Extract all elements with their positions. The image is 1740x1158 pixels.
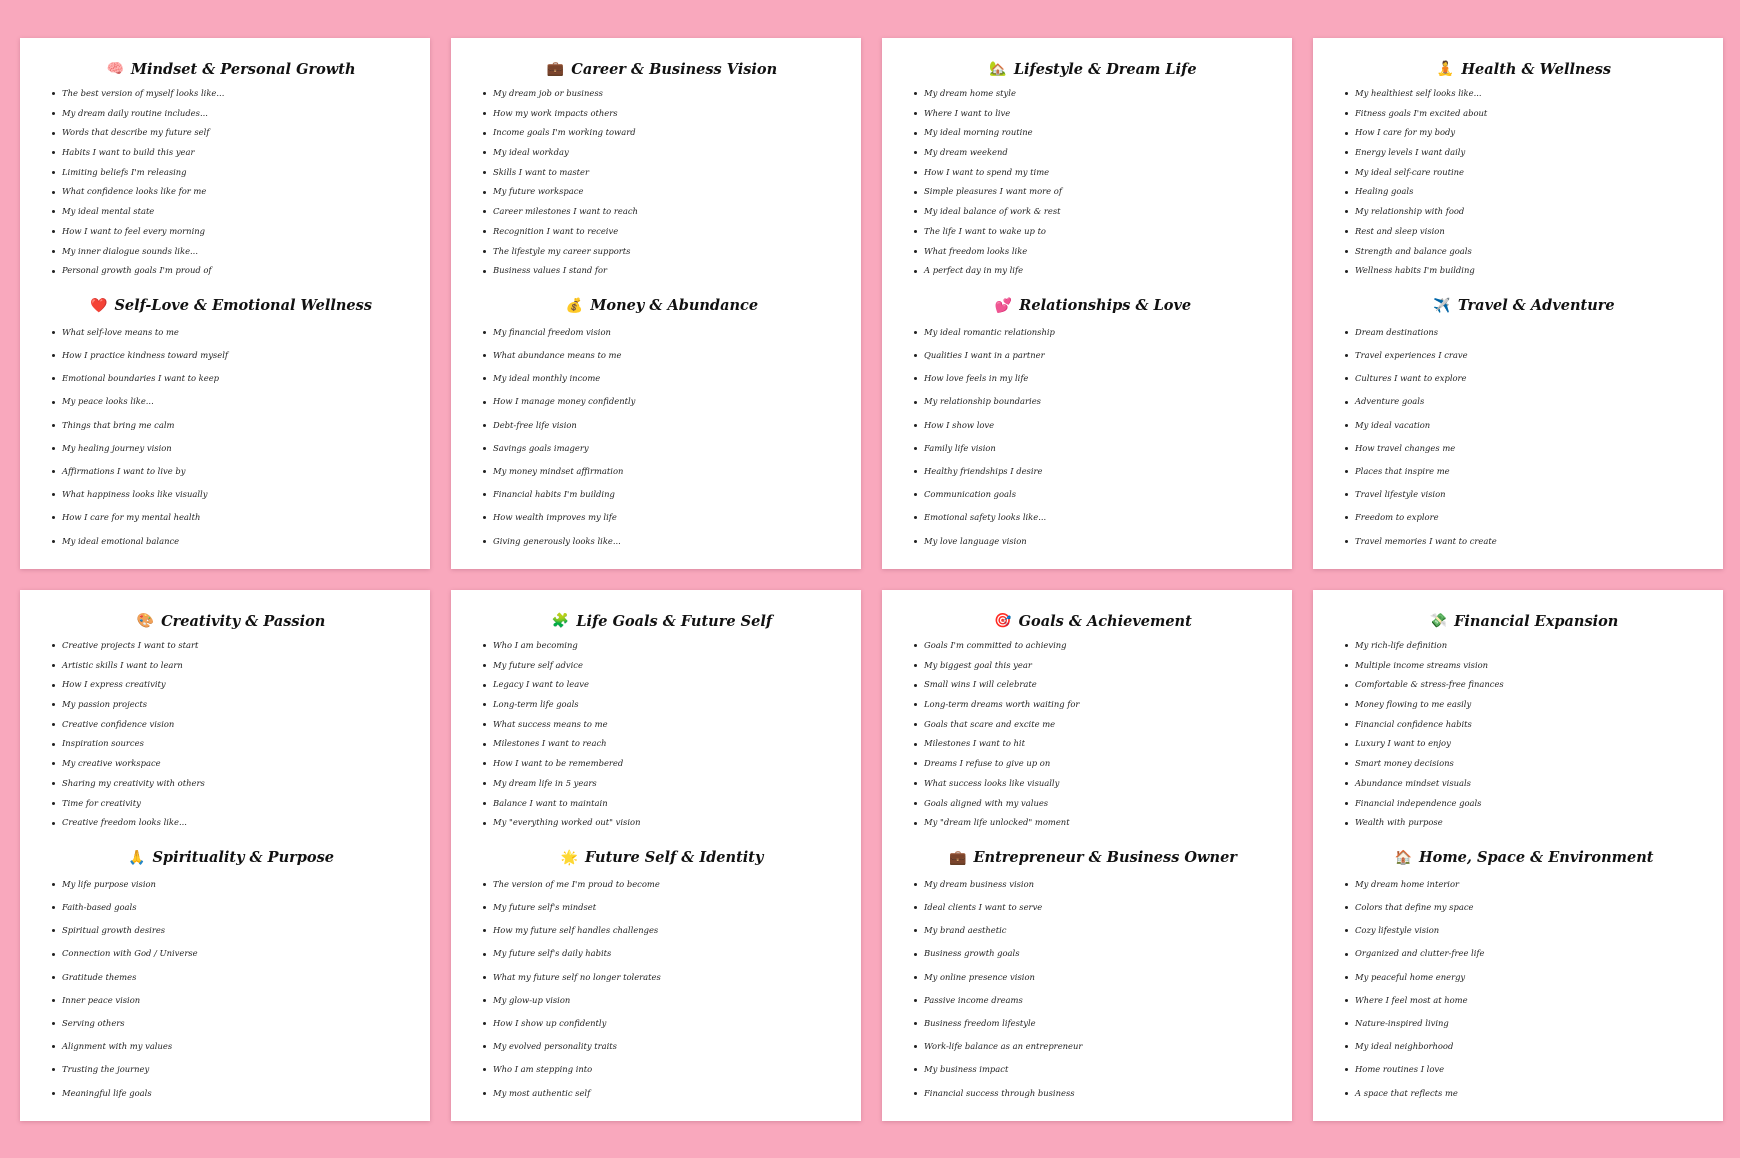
section-emoji-icon: 🎯 bbox=[994, 613, 1012, 629]
prompt-item: My life purpose vision bbox=[50, 873, 412, 896]
prompt-item: My ideal monthly income bbox=[481, 367, 843, 390]
prompt-item: Creative projects I want to start bbox=[50, 636, 412, 656]
prompt-section bbox=[1343, 58, 1705, 281]
section-emoji-icon: ❤️ bbox=[90, 297, 108, 314]
prompt-item: Energy levels I want daily bbox=[1343, 143, 1705, 163]
prompt-item: My brand aesthetic bbox=[912, 919, 1274, 942]
worksheet-page bbox=[451, 590, 861, 1121]
worksheet-page bbox=[20, 590, 430, 1121]
section-title bbox=[912, 58, 1274, 80]
prompt-item: My inner dialogue sounds like... bbox=[50, 242, 412, 262]
section-emoji-icon: 🏡 bbox=[989, 61, 1007, 77]
section-title-text: Health & Wellness bbox=[1461, 60, 1612, 78]
prompt-item: Money flowing to me easily bbox=[1343, 695, 1705, 715]
prompt-section bbox=[50, 610, 412, 833]
prompt-item: Nature-inspired living bbox=[1343, 1012, 1705, 1035]
section-title-text: Creativity & Passion bbox=[161, 612, 326, 630]
prompt-item: Career milestones I want to reach bbox=[481, 202, 843, 222]
prompt-item: My biggest goal this year bbox=[912, 656, 1274, 676]
prompt-item: My most authentic self bbox=[481, 1082, 843, 1105]
prompt-list bbox=[50, 321, 412, 553]
section-title bbox=[912, 295, 1274, 317]
prompt-item: Financial success through business bbox=[912, 1082, 1274, 1105]
prompt-item: Long-term life goals bbox=[481, 695, 843, 715]
prompt-item: My ideal mental state bbox=[50, 202, 412, 222]
prompt-list bbox=[481, 636, 843, 833]
prompt-item: Business growth goals bbox=[912, 942, 1274, 965]
prompt-item: Freedom to explore bbox=[1343, 506, 1705, 529]
prompt-item: My relationship boundaries bbox=[912, 390, 1274, 413]
prompt-item: Trusting the journey bbox=[50, 1058, 412, 1081]
prompt-section bbox=[481, 847, 843, 1105]
prompt-item: Travel lifestyle vision bbox=[1343, 483, 1705, 506]
prompt-item: My dream home style bbox=[912, 84, 1274, 104]
prompt-item: My healthiest self looks like... bbox=[1343, 84, 1705, 104]
prompt-item: Abundance mindset visuals bbox=[1343, 774, 1705, 794]
prompt-item: My dream daily routine includes... bbox=[50, 104, 412, 124]
worksheet-page bbox=[451, 38, 861, 569]
prompt-item: Wellness habits I'm building bbox=[1343, 261, 1705, 281]
section-title-text: Money & Abundance bbox=[590, 297, 759, 315]
prompt-item: Artistic skills I want to learn bbox=[50, 656, 412, 676]
section-emoji-icon: 💼 bbox=[546, 61, 565, 77]
prompt-item: Fitness goals I'm excited about bbox=[1343, 104, 1705, 124]
prompt-item: My evolved personality traits bbox=[481, 1035, 843, 1058]
prompt-item: Creative freedom looks like... bbox=[50, 813, 412, 833]
prompt-list bbox=[1343, 636, 1705, 833]
section-emoji-icon: 💼 bbox=[949, 849, 967, 866]
prompt-item: Gratitude themes bbox=[50, 966, 412, 989]
prompt-item: My ideal morning routine bbox=[912, 123, 1274, 143]
prompt-item: Who I am stepping into bbox=[481, 1058, 843, 1081]
prompt-item: The best version of myself looks like... bbox=[50, 84, 412, 104]
prompt-item: My future self's daily habits bbox=[481, 942, 843, 965]
prompt-item: The lifestyle my career supports bbox=[481, 242, 843, 262]
prompt-item: Words that describe my future self bbox=[50, 123, 412, 143]
section-title bbox=[912, 847, 1274, 869]
prompt-item: Places that inspire me bbox=[1343, 460, 1705, 483]
section-emoji-icon: 🧩 bbox=[551, 613, 570, 629]
prompt-item: Small wins I will celebrate bbox=[912, 675, 1274, 695]
prompt-item: Creative confidence vision bbox=[50, 715, 412, 735]
prompt-item: My ideal workday bbox=[481, 143, 843, 163]
prompt-item: Balance I want to maintain bbox=[481, 794, 843, 814]
prompt-item: Goals that scare and excite me bbox=[912, 715, 1274, 735]
prompt-item: My ideal vacation bbox=[1343, 414, 1705, 437]
section-title bbox=[912, 610, 1274, 632]
section-title bbox=[50, 58, 412, 80]
prompt-item: My dream job or business bbox=[481, 84, 843, 104]
prompt-item: My online presence vision bbox=[912, 966, 1274, 989]
section-title-text: Home, Space & Environment bbox=[1418, 849, 1654, 867]
prompt-item: A perfect day in my life bbox=[912, 261, 1274, 281]
prompt-section bbox=[1343, 610, 1705, 833]
section-emoji-icon: 💸 bbox=[1429, 613, 1448, 629]
worksheet-page bbox=[882, 38, 1292, 569]
prompt-list bbox=[912, 84, 1274, 281]
prompt-item: Savings goals imagery bbox=[481, 437, 843, 460]
prompt-item: What confidence looks like for me bbox=[50, 182, 412, 202]
prompt-item: How I care for my mental health bbox=[50, 506, 412, 529]
prompt-item: Inner peace vision bbox=[50, 989, 412, 1012]
prompt-list bbox=[50, 873, 412, 1105]
section-emoji-icon: 💰 bbox=[565, 297, 584, 314]
prompt-item: My peace looks like... bbox=[50, 390, 412, 413]
prompt-item: Where I feel most at home bbox=[1343, 989, 1705, 1012]
prompt-item: Financial confidence habits bbox=[1343, 715, 1705, 735]
prompt-item: Milestones I want to hit bbox=[912, 734, 1274, 754]
prompt-item: Debt-free life vision bbox=[481, 414, 843, 437]
section-title bbox=[481, 58, 843, 80]
section-emoji-icon: 🎨 bbox=[136, 613, 155, 629]
prompt-list bbox=[1343, 321, 1705, 553]
prompt-list bbox=[1343, 873, 1705, 1105]
prompt-item: Habits I want to build this year bbox=[50, 143, 412, 163]
prompt-item: My money mindset affirmation bbox=[481, 460, 843, 483]
prompt-item: Business values I stand for bbox=[481, 261, 843, 281]
prompt-item: The version of me I'm proud to become bbox=[481, 873, 843, 896]
prompt-section bbox=[1343, 847, 1705, 1105]
section-title bbox=[481, 610, 843, 632]
prompt-item: Things that bring me calm bbox=[50, 414, 412, 437]
prompt-list bbox=[912, 321, 1274, 553]
prompt-list bbox=[912, 873, 1274, 1105]
prompt-item: What self-love means to me bbox=[50, 321, 412, 344]
section-title-text: Financial Expansion bbox=[1454, 612, 1619, 630]
prompt-section bbox=[912, 847, 1274, 1105]
prompt-item: Long-term dreams worth waiting for bbox=[912, 695, 1274, 715]
prompt-item: Travel experiences I crave bbox=[1343, 344, 1705, 367]
prompt-item: My passion projects bbox=[50, 695, 412, 715]
prompt-item: Cultures I want to explore bbox=[1343, 367, 1705, 390]
prompt-item: Financial habits I'm building bbox=[481, 483, 843, 506]
prompt-section bbox=[481, 295, 843, 553]
prompt-item: How I want to spend my time bbox=[912, 163, 1274, 183]
prompt-item: Financial independence goals bbox=[1343, 794, 1705, 814]
prompt-list bbox=[50, 84, 412, 281]
prompt-section bbox=[481, 610, 843, 833]
prompt-item: Time for creativity bbox=[50, 794, 412, 814]
section-title-text: Spirituality & Purpose bbox=[152, 849, 334, 867]
prompt-item: How I want to be remembered bbox=[481, 754, 843, 774]
section-title bbox=[1343, 295, 1705, 317]
prompt-item: Work-life balance as an entrepreneur bbox=[912, 1035, 1274, 1058]
section-title bbox=[50, 610, 412, 632]
prompt-item: Cozy lifestyle vision bbox=[1343, 919, 1705, 942]
section-title bbox=[50, 295, 412, 317]
section-title-text: Future Self & Identity bbox=[585, 849, 764, 867]
prompt-item: What my future self no longer tolerates bbox=[481, 966, 843, 989]
section-title bbox=[481, 847, 843, 869]
section-emoji-icon: ✈️ bbox=[1433, 297, 1451, 314]
section-emoji-icon: 🧠 bbox=[106, 61, 124, 77]
prompt-item: My ideal romantic relationship bbox=[912, 321, 1274, 344]
section-title-text: Relationships & Love bbox=[1019, 297, 1192, 315]
prompt-item: Limiting beliefs I'm releasing bbox=[50, 163, 412, 183]
prompt-item: Where I want to live bbox=[912, 104, 1274, 124]
prompt-list bbox=[481, 873, 843, 1105]
prompt-item: Who I am becoming bbox=[481, 636, 843, 656]
prompt-item: Faith-based goals bbox=[50, 896, 412, 919]
section-emoji-icon: 💕 bbox=[994, 297, 1013, 314]
prompt-item: Spiritual growth desires bbox=[50, 919, 412, 942]
prompt-item: Emotional boundaries I want to keep bbox=[50, 367, 412, 390]
prompt-item: Home routines I love bbox=[1343, 1058, 1705, 1081]
section-emoji-icon: 🌟 bbox=[560, 849, 579, 866]
prompt-item: My creative workspace bbox=[50, 754, 412, 774]
prompt-item: Healthy friendships I desire bbox=[912, 460, 1274, 483]
prompt-section bbox=[912, 610, 1274, 833]
prompt-item: Giving generously looks like... bbox=[481, 530, 843, 553]
prompt-item: My future self advice bbox=[481, 656, 843, 676]
section-title bbox=[1343, 610, 1705, 632]
prompt-item: Adventure goals bbox=[1343, 390, 1705, 413]
prompt-item: What happiness looks like visually bbox=[50, 483, 412, 506]
section-emoji-icon: 🙏 bbox=[128, 849, 146, 866]
prompt-item: What abundance means to me bbox=[481, 344, 843, 367]
prompt-item: My "everything worked out" vision bbox=[481, 813, 843, 833]
section-title bbox=[1343, 847, 1705, 869]
prompt-item: Smart money decisions bbox=[1343, 754, 1705, 774]
prompt-item: My peaceful home energy bbox=[1343, 966, 1705, 989]
prompt-item: My healing journey vision bbox=[50, 437, 412, 460]
section-title-text: Career & Business Vision bbox=[571, 60, 778, 78]
prompt-item: Simple pleasures I want more of bbox=[912, 182, 1274, 202]
prompt-item: The life I want to wake up to bbox=[912, 222, 1274, 242]
prompt-item: My relationship with food bbox=[1343, 202, 1705, 222]
prompt-item: Skills I want to master bbox=[481, 163, 843, 183]
prompt-section bbox=[1343, 295, 1705, 553]
worksheet-page bbox=[882, 590, 1292, 1121]
prompt-item: My dream home interior bbox=[1343, 873, 1705, 896]
prompt-item: How I care for my body bbox=[1343, 123, 1705, 143]
section-emoji-icon: 🧘 bbox=[1436, 61, 1455, 77]
prompt-item: Comfortable & stress-free finances bbox=[1343, 675, 1705, 695]
section-title-text: Self-Love & Emotional Wellness bbox=[114, 297, 372, 315]
prompt-item: How I express creativity bbox=[50, 675, 412, 695]
prompt-item: How I show up confidently bbox=[481, 1012, 843, 1035]
prompt-item: Family life vision bbox=[912, 437, 1274, 460]
prompt-item: Recognition I want to receive bbox=[481, 222, 843, 242]
prompt-item: Personal growth goals I'm proud of bbox=[50, 261, 412, 281]
prompt-item: My glow-up vision bbox=[481, 989, 843, 1012]
prompt-item: Inspiration sources bbox=[50, 734, 412, 754]
section-emoji-icon: 🏠 bbox=[1394, 849, 1412, 866]
prompt-item: Organized and clutter-free life bbox=[1343, 942, 1705, 965]
prompt-item: My ideal emotional balance bbox=[50, 530, 412, 553]
prompt-item: Communication goals bbox=[912, 483, 1274, 506]
prompt-item: My ideal self-care routine bbox=[1343, 163, 1705, 183]
prompt-item: Alignment with my values bbox=[50, 1035, 412, 1058]
prompt-item: Affirmations I want to live by bbox=[50, 460, 412, 483]
section-title bbox=[1343, 58, 1705, 80]
section-title-text: Travel & Adventure bbox=[1457, 297, 1615, 315]
prompt-item: My business impact bbox=[912, 1058, 1274, 1081]
prompt-item: Colors that define my space bbox=[1343, 896, 1705, 919]
prompt-item: Ideal clients I want to serve bbox=[912, 896, 1274, 919]
prompt-item: How travel changes me bbox=[1343, 437, 1705, 460]
prompt-section bbox=[50, 58, 412, 281]
prompt-item: Passive income dreams bbox=[912, 989, 1274, 1012]
prompt-item: Income goals I'm working toward bbox=[481, 123, 843, 143]
prompt-item: My dream life in 5 years bbox=[481, 774, 843, 794]
section-title-text: Lifestyle & Dream Life bbox=[1013, 60, 1197, 78]
prompt-section bbox=[50, 847, 412, 1105]
prompt-item: My future self's mindset bbox=[481, 896, 843, 919]
prompt-item: My ideal neighborhood bbox=[1343, 1035, 1705, 1058]
prompt-section bbox=[50, 295, 412, 553]
worksheet-page bbox=[20, 38, 430, 569]
prompt-item: My "dream life unlocked" moment bbox=[912, 813, 1274, 833]
prompt-item: Emotional safety looks like... bbox=[912, 506, 1274, 529]
worksheet-page bbox=[1313, 38, 1723, 569]
prompt-list bbox=[481, 321, 843, 553]
prompt-list bbox=[912, 636, 1274, 833]
prompt-item: My ideal balance of work & rest bbox=[912, 202, 1274, 222]
prompt-list bbox=[1343, 84, 1705, 281]
prompt-item: What success looks like visually bbox=[912, 774, 1274, 794]
prompt-item: Multiple income streams vision bbox=[1343, 656, 1705, 676]
prompt-item: Travel memories I want to create bbox=[1343, 530, 1705, 553]
prompt-section bbox=[481, 58, 843, 281]
prompt-list bbox=[481, 84, 843, 281]
prompt-item: Connection with God / Universe bbox=[50, 942, 412, 965]
prompt-item: Goals I'm committed to achieving bbox=[912, 636, 1274, 656]
prompt-section bbox=[912, 295, 1274, 553]
prompt-item: How I show love bbox=[912, 414, 1274, 437]
prompt-item: Strength and balance goals bbox=[1343, 242, 1705, 262]
section-title bbox=[50, 847, 412, 869]
section-title-text: Life Goals & Future Self bbox=[576, 612, 773, 630]
prompt-item: My dream weekend bbox=[912, 143, 1274, 163]
prompt-section bbox=[912, 58, 1274, 281]
prompt-item: Dreams I refuse to give up on bbox=[912, 754, 1274, 774]
prompt-item: Serving others bbox=[50, 1012, 412, 1035]
prompt-item: Qualities I want in a partner bbox=[912, 344, 1274, 367]
prompt-item: Luxury I want to enjoy bbox=[1343, 734, 1705, 754]
prompt-item: How I want to feel every morning bbox=[50, 222, 412, 242]
worksheet-page bbox=[1313, 590, 1723, 1121]
prompt-item: How wealth improves my life bbox=[481, 506, 843, 529]
prompt-list bbox=[50, 636, 412, 833]
prompt-item: A space that reflects me bbox=[1343, 1082, 1705, 1105]
prompt-item: Sharing my creativity with others bbox=[50, 774, 412, 794]
prompt-item: How I manage money confidently bbox=[481, 390, 843, 413]
prompt-item: Meaningful life goals bbox=[50, 1082, 412, 1105]
prompt-item: Dream destinations bbox=[1343, 321, 1705, 344]
prompt-item: What success means to me bbox=[481, 715, 843, 735]
prompt-item: My future workspace bbox=[481, 182, 843, 202]
prompt-item: Milestones I want to reach bbox=[481, 734, 843, 754]
prompt-item: How love feels in my life bbox=[912, 367, 1274, 390]
prompt-item: Business freedom lifestyle bbox=[912, 1012, 1274, 1035]
prompt-item: My financial freedom vision bbox=[481, 321, 843, 344]
prompt-item: Rest and sleep vision bbox=[1343, 222, 1705, 242]
prompt-item: How I practice kindness toward myself bbox=[50, 344, 412, 367]
prompt-item: My love language vision bbox=[912, 530, 1274, 553]
prompt-item: Legacy I want to leave bbox=[481, 675, 843, 695]
prompt-item: My rich-life definition bbox=[1343, 636, 1705, 656]
prompt-item: Goals aligned with my values bbox=[912, 794, 1274, 814]
prompt-item: My dream business vision bbox=[912, 873, 1274, 896]
prompt-item: Healing goals bbox=[1343, 182, 1705, 202]
section-title-text: Entrepreneur & Business Owner bbox=[973, 849, 1237, 867]
prompt-item: How my future self handles challenges bbox=[481, 919, 843, 942]
section-title bbox=[481, 295, 843, 317]
prompt-item: What freedom looks like bbox=[912, 242, 1274, 262]
section-title-text: Goals & Achievement bbox=[1018, 612, 1192, 630]
section-title-text: Mindset & Personal Growth bbox=[130, 60, 356, 78]
prompt-item: Wealth with purpose bbox=[1343, 813, 1705, 833]
prompt-item: How my work impacts others bbox=[481, 104, 843, 124]
